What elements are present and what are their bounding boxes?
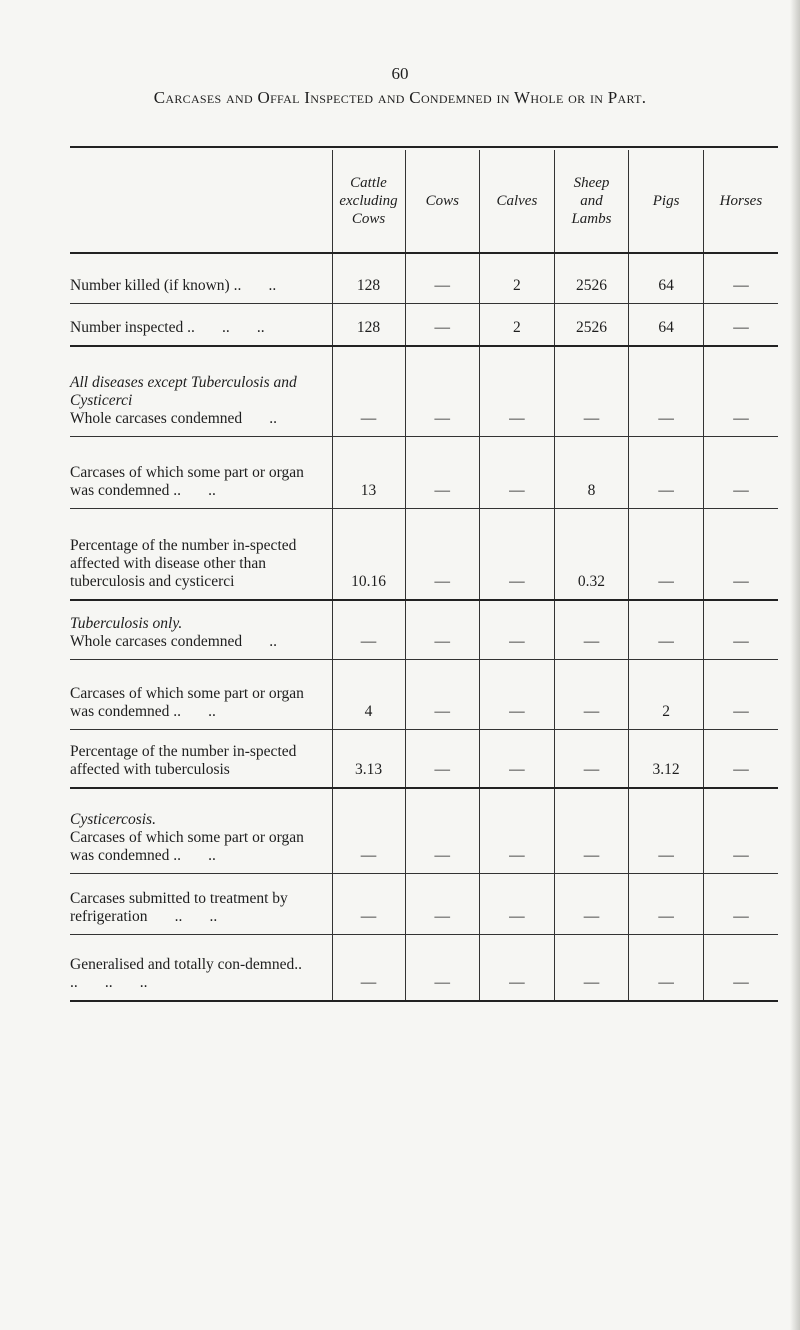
cell-value: — xyxy=(554,600,629,659)
cell-value: — xyxy=(703,729,778,788)
cell-value: — xyxy=(554,729,629,788)
table-row xyxy=(70,873,778,934)
row-label-text: Generalised and totally con-demned.. .. .. .. xyxy=(70,956,330,991)
cell-value: — xyxy=(405,873,480,934)
top-rule xyxy=(70,146,778,148)
header-row xyxy=(70,150,778,253)
page-title: Carcases and Offal Inspected and Condemned in Whole or in Part. xyxy=(153,88,647,107)
row-label xyxy=(70,436,332,508)
table-row xyxy=(70,600,778,659)
cell-value: — xyxy=(480,436,555,508)
table-row xyxy=(70,303,778,346)
table-row xyxy=(70,346,778,436)
cell-value: 2 xyxy=(480,303,555,346)
table-row xyxy=(70,436,778,508)
cell-value: — xyxy=(629,600,704,659)
cell-value: — xyxy=(405,253,480,303)
cell-value: — xyxy=(480,729,555,788)
section-heading: All diseases except Tuberculosis and Cysticerci xyxy=(70,373,297,409)
cell-value: — xyxy=(703,303,778,346)
cell-value: — xyxy=(405,303,480,346)
cell-value: — xyxy=(629,788,704,873)
cell-value: — xyxy=(405,934,480,1001)
row-label xyxy=(70,873,332,934)
cell-value: 2526 xyxy=(554,253,629,303)
row-label-text: Whole carcases condemned .. xyxy=(70,632,278,650)
column-header: Calves xyxy=(480,150,555,253)
cell-value: 128 xyxy=(332,303,405,346)
cell-value: — xyxy=(554,659,629,729)
cell-value: 64 xyxy=(629,253,704,303)
cell-value: 3.12 xyxy=(629,729,704,788)
cell-value: — xyxy=(405,346,480,436)
cell-value: — xyxy=(405,659,480,729)
row-label xyxy=(70,934,332,1001)
table-row xyxy=(70,788,778,873)
row-label-text: Whole carcases condemned .. xyxy=(70,409,278,427)
cell-value: — xyxy=(332,788,405,873)
row-label-text: Number inspected .. .. .. xyxy=(70,319,265,336)
cell-value: — xyxy=(554,346,629,436)
table-row xyxy=(70,253,778,303)
cell-value: — xyxy=(480,788,555,873)
row-label xyxy=(70,600,332,659)
row-label-text: Carcases of which some part or organ was condemned .. .. xyxy=(70,463,308,499)
section-heading: Tuberculosis only. xyxy=(70,614,183,632)
cell-value: — xyxy=(554,934,629,1001)
row-label-text: Carcases of which some part or organ was condemned .. .. xyxy=(70,828,308,864)
cell-value: — xyxy=(480,600,555,659)
page-number: 60 xyxy=(391,64,409,83)
table-row xyxy=(70,934,778,1001)
cell-value: — xyxy=(703,659,778,729)
cell-value: 2526 xyxy=(554,303,629,346)
cell-value: — xyxy=(480,934,555,1001)
cell-value: 0.32 xyxy=(554,508,629,600)
cell-value: 4 xyxy=(332,659,405,729)
cell-value: — xyxy=(332,934,405,1001)
header-blank xyxy=(70,150,332,253)
row-label xyxy=(70,508,332,600)
cell-value: — xyxy=(554,873,629,934)
cell-value: — xyxy=(332,600,405,659)
cell-value: — xyxy=(405,508,480,600)
cell-value: — xyxy=(480,659,555,729)
cell-value: — xyxy=(703,600,778,659)
row-label-text: Percentage of the number in-spected affected with disease other than tuberculosis and cysticerci xyxy=(70,537,301,590)
row-label xyxy=(70,788,332,873)
table-body xyxy=(70,253,778,1001)
cell-value: — xyxy=(703,873,778,934)
row-label-text: Carcases submitted to treatment by refrigeration .. .. xyxy=(70,889,292,925)
cell-value: — xyxy=(629,508,704,600)
cell-value: — xyxy=(629,873,704,934)
row-label xyxy=(70,729,332,788)
table-row xyxy=(70,508,778,600)
inspection-table xyxy=(70,150,778,1002)
cell-value: 3.13 xyxy=(332,729,405,788)
cell-value: — xyxy=(405,729,480,788)
cell-value: — xyxy=(703,508,778,600)
column-header: Pigs xyxy=(629,150,704,253)
table-row xyxy=(70,729,778,788)
cell-value: — xyxy=(480,508,555,600)
row-label-text: Carcases of which some part or organ was condemned .. .. xyxy=(70,684,308,720)
cell-value: — xyxy=(629,436,704,508)
cell-value: 2 xyxy=(629,659,704,729)
cell-value: 128 xyxy=(332,253,405,303)
column-header: Horses xyxy=(703,150,778,253)
cell-value: 64 xyxy=(629,303,704,346)
cell-value: — xyxy=(480,346,555,436)
cell-value: — xyxy=(480,873,555,934)
cell-value: — xyxy=(703,788,778,873)
cell-value: — xyxy=(554,788,629,873)
cell-value: 2 xyxy=(480,253,555,303)
cell-value: 8 xyxy=(554,436,629,508)
row-label xyxy=(70,659,332,729)
table-row xyxy=(70,659,778,729)
row-label-text: Number killed (if known) .. .. xyxy=(70,276,277,294)
cell-value: — xyxy=(703,346,778,436)
row-label xyxy=(70,346,332,436)
cell-value: — xyxy=(703,436,778,508)
cell-value: — xyxy=(405,436,480,508)
cell-value: — xyxy=(405,600,480,659)
cell-value: — xyxy=(703,934,778,1001)
cell-value: 13 xyxy=(332,436,405,508)
column-header: Sheep and Lambs xyxy=(554,150,629,253)
cell-value: — xyxy=(405,788,480,873)
row-label-text: Percentage of the number in-spected affected with tuberculosis xyxy=(70,743,301,778)
cell-value: — xyxy=(332,873,405,934)
section-heading: Cysticercosis. xyxy=(70,810,156,828)
cell-value: — xyxy=(332,346,405,436)
row-label xyxy=(70,253,332,303)
cell-value: — xyxy=(629,346,704,436)
column-header: Cattle excluding Cows xyxy=(332,150,405,253)
column-header: Cows xyxy=(405,150,480,253)
row-label xyxy=(70,303,332,346)
page-edge-shadow xyxy=(790,0,800,1330)
cell-value: — xyxy=(629,934,704,1001)
cell-value: — xyxy=(703,253,778,303)
cell-value: 10.16 xyxy=(332,508,405,600)
